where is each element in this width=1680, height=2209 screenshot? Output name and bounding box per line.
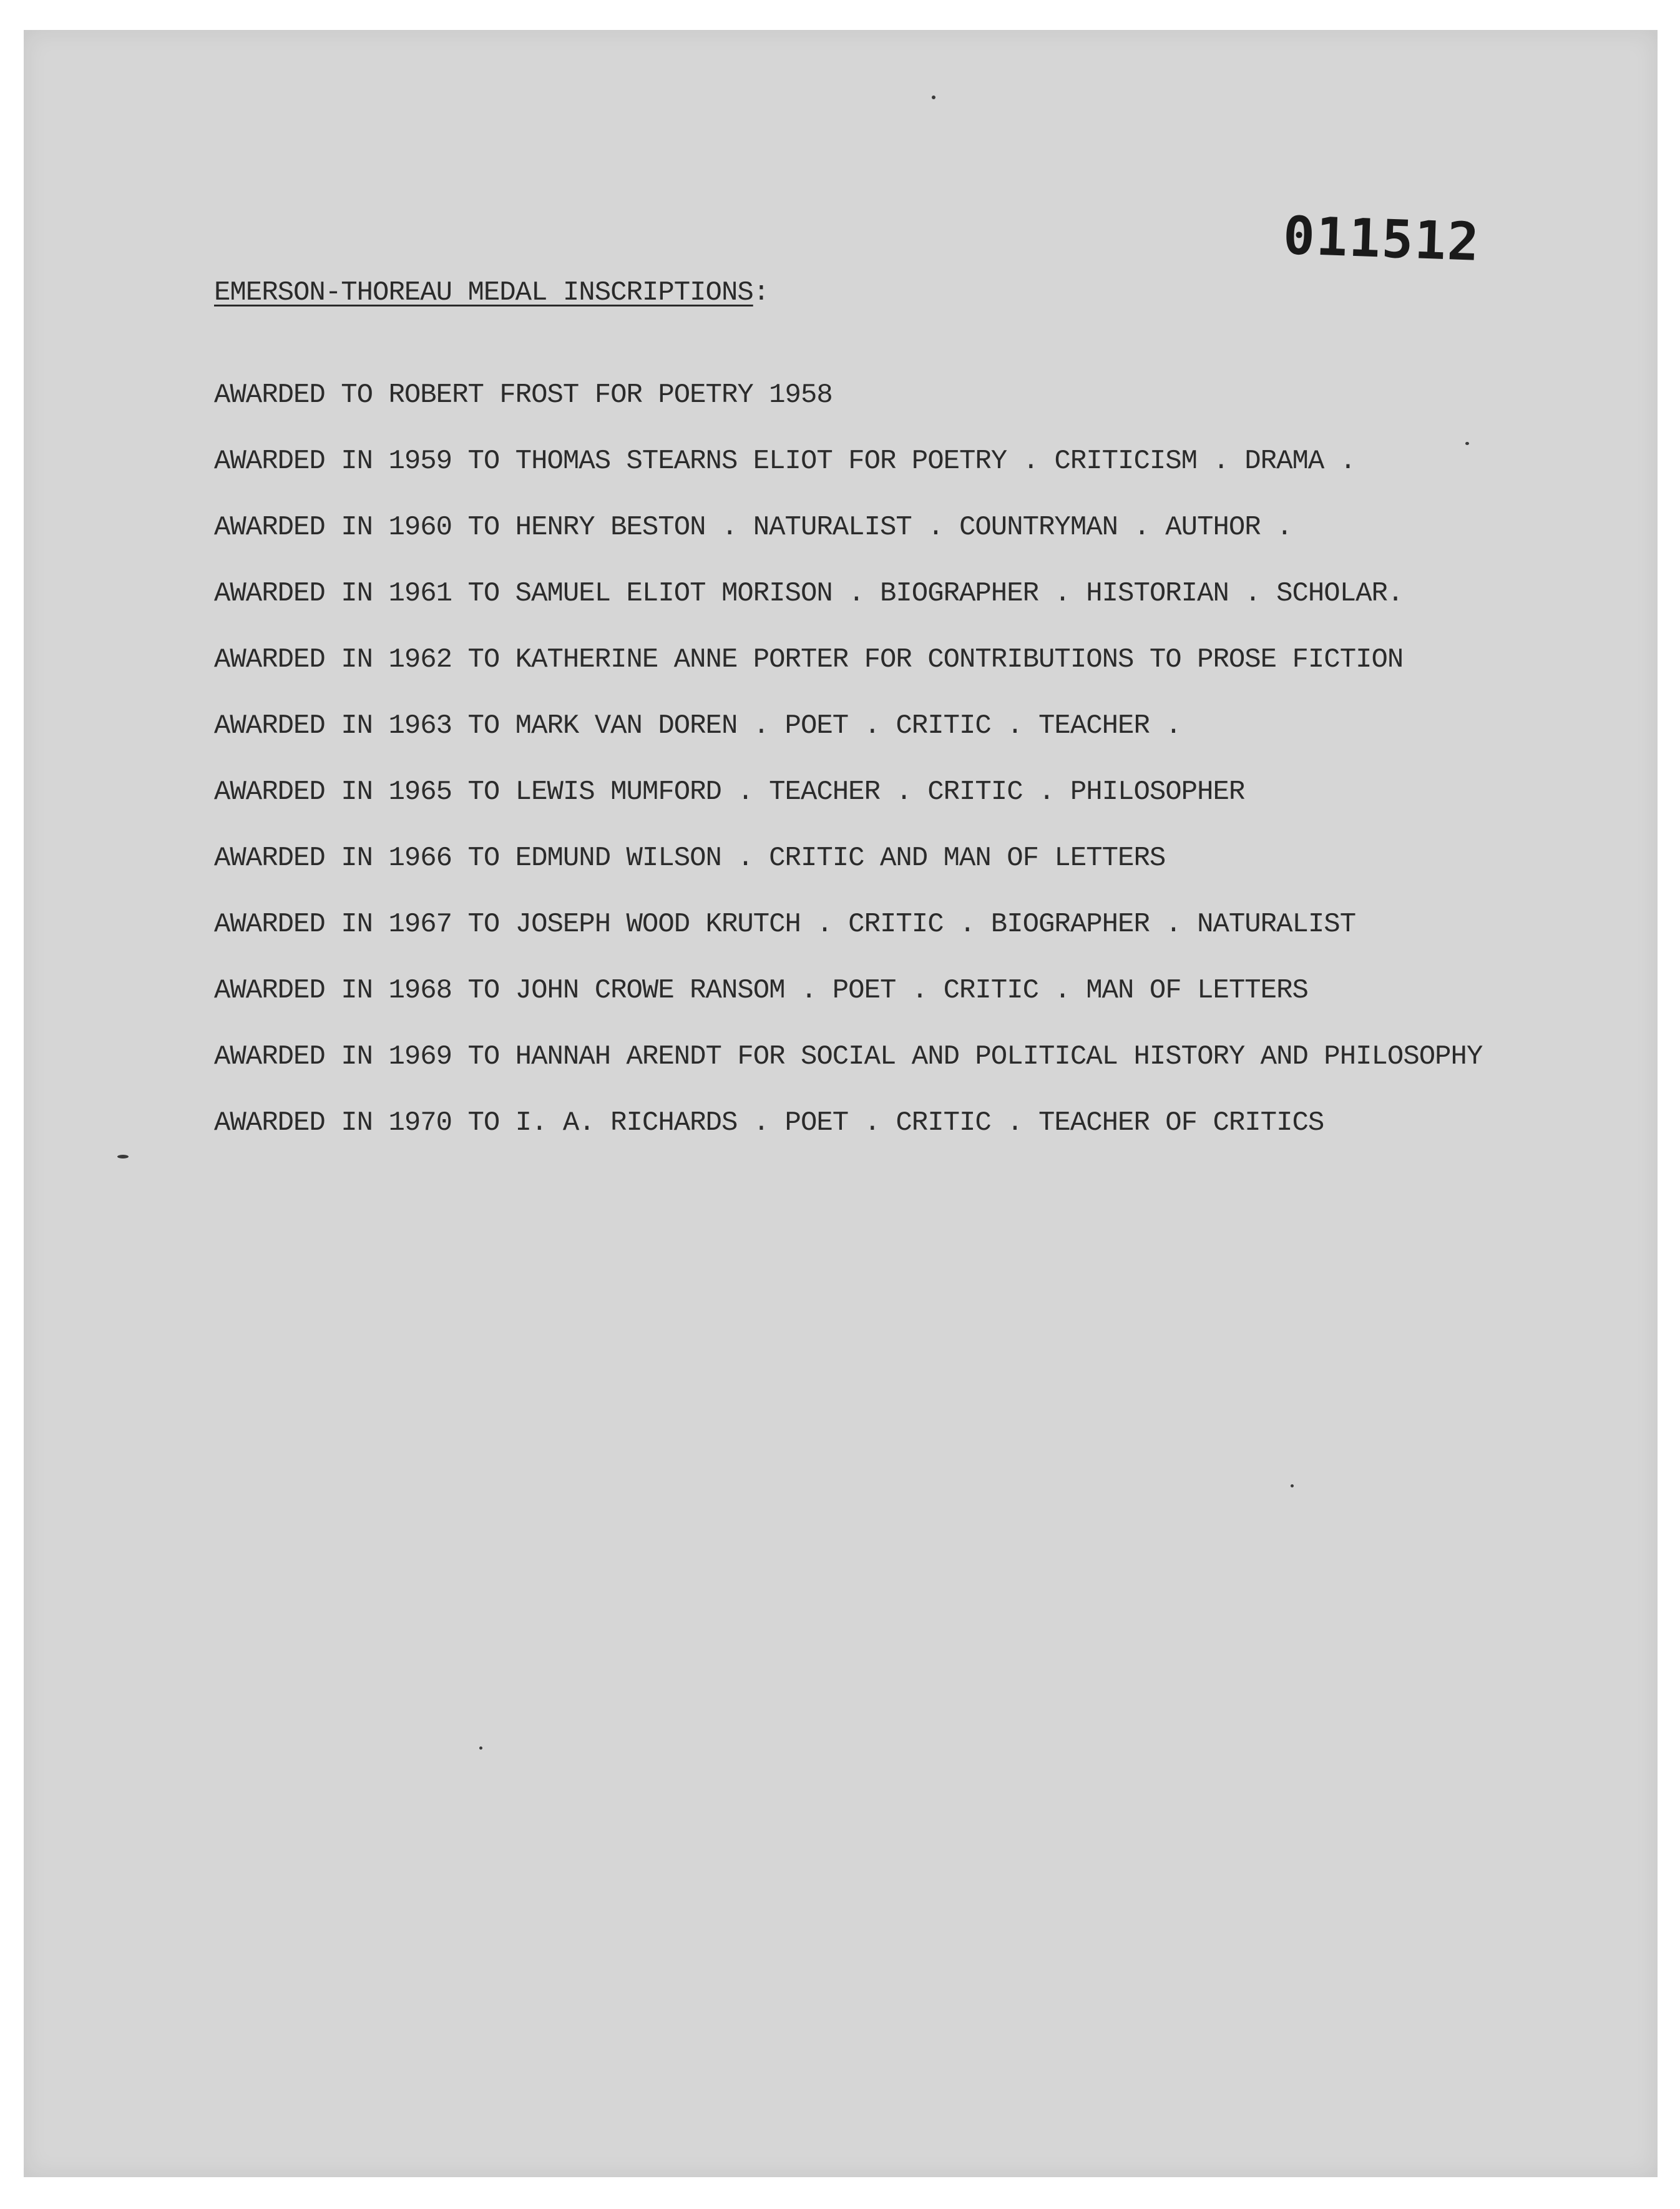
inscription-line: AWARDED IN 1965 TO LEWIS MUMFORD . TEACHER . CRITIC . PHILOSOPHER — [214, 776, 1245, 808]
inscription-line: AWARDED IN 1969 TO HANNAH ARENDT FOR SOCIAL AND POLITICAL HISTORY AND PHILOSOPHY — [214, 1041, 1483, 1072]
paper-speck — [932, 96, 935, 99]
paper-speck — [1291, 1484, 1294, 1487]
inscription-line: AWARDED IN 1962 TO KATHERINE ANNE PORTER FOR CONTRIBUTIONS TO PROSE FICTION — [214, 644, 1404, 675]
inscription-line: AWARDED IN 1970 TO I. A. RICHARDS . POET . CRITIC . TEACHER OF CRITICS — [214, 1107, 1324, 1139]
heading-colon: : — [753, 277, 769, 308]
inscription-line: AWARDED IN 1963 TO MARK VAN DOREN . POET . CRITIC . TEACHER . — [214, 710, 1181, 742]
inscription-line: AWARDED TO ROBERT FROST FOR POETRY 1958 — [214, 380, 833, 411]
inscription-line: AWARDED IN 1959 TO THOMAS STEARNS ELIOT FOR POETRY . CRITICISM . DRAMA . — [214, 446, 1356, 477]
inscription-line: AWARDED IN 1967 TO JOSEPH WOOD KRUTCH . CRITIC . BIOGRAPHER . NATURALIST — [214, 909, 1356, 940]
document-sheet — [24, 30, 1658, 2177]
document-heading — [214, 277, 769, 308]
inscription-list — [214, 376, 1637, 1170]
inscription-line: AWARDED IN 1960 TO HENRY BESTON . NATURALIST . COUNTRYMAN . AUTHOR . — [214, 512, 1292, 543]
inscription-line: AWARDED IN 1968 TO JOHN CROWE RANSOM . POET . CRITIC . MAN OF LETTERS — [214, 975, 1308, 1006]
paper-speck — [479, 1746, 482, 1750]
inscription-line: AWARDED IN 1961 TO SAMUEL ELIOT MORISON . BIOGRAPHER . HISTORIAN . SCHOLAR. — [214, 578, 1404, 609]
document-number: 011512 — [1282, 205, 1482, 273]
paper-speck — [117, 1155, 129, 1158]
heading-text: EMERSON-THOREAU MEDAL INSCRIPTIONS — [214, 277, 753, 308]
paper-speck — [1465, 442, 1469, 445]
inscription-line: AWARDED IN 1966 TO EDMUND WILSON . CRITIC AND MAN OF LETTERS — [214, 843, 1166, 874]
